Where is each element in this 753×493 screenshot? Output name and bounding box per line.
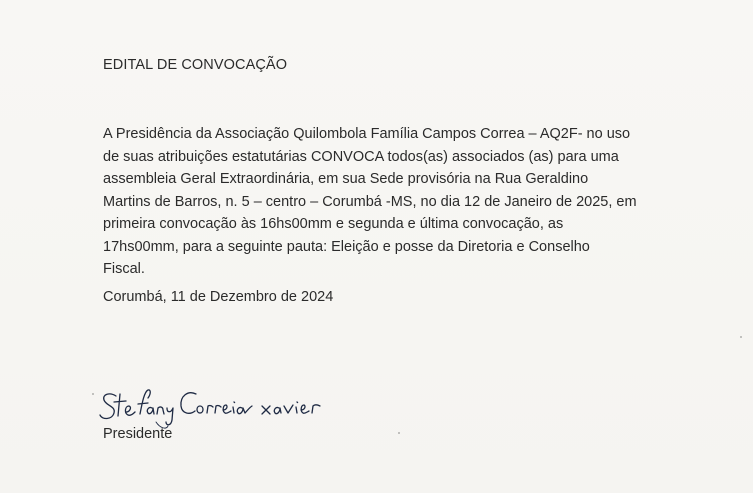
handwritten-signature bbox=[96, 380, 336, 430]
scan-speck bbox=[740, 336, 742, 338]
body-line: Fiscal. bbox=[103, 261, 145, 277]
body-line: de suas atribuições estatutárias CONVOCA todos(as) associados (as) para uma bbox=[103, 148, 619, 165]
body-line: primeira convocação às 16hs00mm e segunda e última convocação, as bbox=[103, 216, 564, 232]
signature-image bbox=[96, 380, 336, 430]
body-line: Martins de Barros, n. 5 – centro – Corumbá -MS, no dia 12 de Janeiro de 2025, em bbox=[103, 193, 637, 210]
scan-speck bbox=[398, 432, 400, 434]
body-line: 17hs00mm, para a seguinte pauta: Eleição e posse da Diretoria e Conselho bbox=[103, 238, 590, 255]
scan-speck bbox=[92, 393, 94, 395]
convocation-body bbox=[103, 123, 673, 281]
signatory-role: Presidente bbox=[103, 426, 173, 442]
body-line: A Presidência da Associação Quilombola Família Campos Correa – AQ2F- no uso bbox=[103, 126, 631, 142]
place-and-date: Corumbá, 11 de Dezembro de 2024 bbox=[103, 289, 334, 305]
document-title: EDITAL DE CONVOCAÇÃO bbox=[103, 57, 288, 73]
body-line: assembleia Geral Extraordinária, em sua Sede provisória na Rua Geraldino bbox=[103, 171, 589, 187]
